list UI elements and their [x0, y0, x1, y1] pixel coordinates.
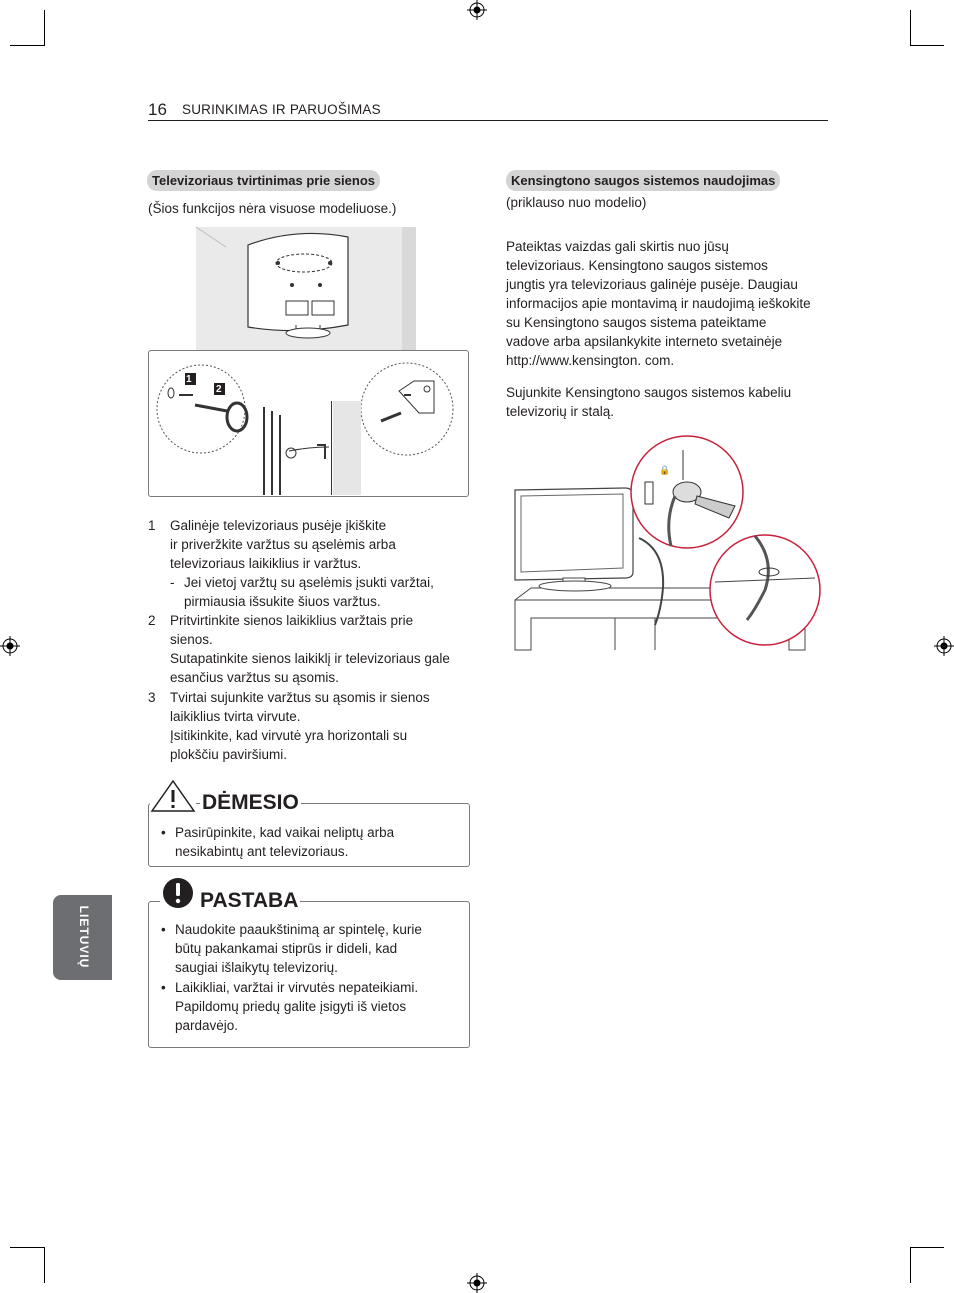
- step-line: Įsitikinkite, kad virvutė yra horizontali su: [170, 728, 408, 743]
- step-line: sienos.: [170, 632, 213, 647]
- page-header-title: SURINKIMAS IR PARUOŠIMAS: [182, 102, 381, 117]
- para-line: Sujunkite Kensingtono saugos sistemos kabeliu: [506, 385, 792, 400]
- step-line: plokščiu paviršiumi.: [170, 747, 288, 762]
- para-line: televizoriaus. Kensingtono saugos sistemos: [506, 258, 768, 273]
- caution-bullet: [161, 823, 461, 863]
- registration-mark-icon: [0, 636, 20, 656]
- bullet-line: Pasirūpinkite, kad vaikai neliptų arba: [175, 825, 395, 840]
- step-line: esančius varžtus su ąsomis.: [170, 670, 339, 685]
- crop-mark: [910, 1247, 944, 1248]
- registration-mark-icon: [934, 636, 954, 656]
- para-line: Pateiktas vaizdas gali skirtis nuo jūsų: [506, 239, 729, 254]
- bullet-line: būtų pakankamai stiprūs ir dideli, kad: [175, 941, 398, 956]
- step-2: [148, 611, 478, 691]
- crop-mark: [44, 10, 45, 46]
- warning-triangle-icon: [150, 779, 196, 813]
- bullet-line: Papildomų priedų galite įsigyti iš vietos: [175, 999, 407, 1014]
- crop-mark: [10, 1247, 44, 1248]
- diagram-label-1: 1: [186, 374, 192, 385]
- step-1-sub: [170, 573, 480, 613]
- language-label: LIETUVIŲ: [77, 905, 91, 969]
- kensington-paragraph-2: [506, 383, 836, 421]
- kensington-lock-illustration: [515, 440, 821, 650]
- step-line: televizoriaus laikiklius ir varžtus.: [170, 556, 362, 571]
- note-title: PASTABA: [200, 889, 299, 912]
- wall-mount-note: (Šios funkcijos nėra visuose modeliuose.): [148, 201, 397, 216]
- tv-back-illustration: [196, 227, 416, 351]
- bullet-line: pardavėjo.: [175, 1018, 239, 1033]
- para-line: jungtis yra televizoriaus galinėje pusėje. Daugiau: [506, 277, 798, 292]
- caution-title: DĖMESIO: [202, 791, 299, 814]
- step-line: Pritvirtinkite sienos laikiklius varžtais prie: [170, 613, 414, 628]
- step-3: [148, 688, 478, 768]
- crop-mark: [44, 1247, 45, 1283]
- step-number: 2: [148, 613, 156, 628]
- kensington-note: (priklauso nuo modelio): [506, 195, 647, 210]
- step-line: ir priveržkite varžtus su ąselėmis arba: [170, 537, 396, 552]
- bullet-line: Laikikliai, varžtai ir virvutės nepateikiami.: [175, 980, 419, 995]
- para-line: televizorių ir stalą.: [506, 404, 615, 419]
- diagram-label-2: 2: [216, 384, 222, 395]
- header-divider: [148, 120, 828, 121]
- crop-mark: [910, 1247, 911, 1283]
- exclamation-circle-icon: [160, 876, 200, 912]
- step-number: 1: [148, 518, 156, 533]
- sub-bullet: -: [170, 575, 175, 590]
- page-number: 16: [148, 100, 167, 119]
- bullet-line: saugiai išlaikytų televizorių.: [175, 960, 338, 975]
- step-1: [148, 516, 478, 576]
- registration-mark-icon: [467, 1273, 487, 1293]
- bullet-dot: •: [161, 980, 166, 995]
- step-line: Tvirtai sujunkite varžtus su ąsomis ir sienos: [170, 690, 430, 705]
- note-bullet: [161, 978, 461, 1038]
- bullet-line: nesikabintų ant televizoriaus.: [175, 844, 349, 859]
- wall-attach-illustration: [149, 351, 467, 495]
- step-line: Sutapatinkite sienos laikiklį ir televizoriaus gale: [170, 651, 450, 666]
- kensington-paragraph-1: [506, 237, 836, 370]
- step-line: Jei vietoj varžtų su ąselėmis įsukti varžtai,: [184, 575, 434, 590]
- para-line: su Kensingtono saugos sistema pateiktame: [506, 315, 767, 330]
- step-line: pirmiausia išsukite šiuos varžtus.: [184, 594, 381, 609]
- crop-mark: [10, 45, 44, 46]
- section-title-kensington: Kensingtono saugos sistemos naudojimas: [506, 170, 780, 191]
- para-line: http://www.kensington. com.: [506, 353, 675, 368]
- step-line: Galinėje televizoriaus pusėje įkiškite: [170, 518, 387, 533]
- registration-mark-icon: [467, 0, 487, 20]
- crop-mark: [910, 45, 944, 46]
- bullet-dot: •: [161, 825, 166, 840]
- crop-mark: [910, 10, 911, 46]
- svg-text:🔒: 🔒: [659, 466, 671, 476]
- step-line: laikiklius tvirta virvute.: [170, 709, 301, 724]
- bullet-line: Naudokite paaukštinimą ar spintelę, kurie: [175, 922, 422, 937]
- note-bullet: [161, 920, 461, 980]
- para-line: informacijos apie montavimą ir naudojimą ieškokite: [506, 296, 811, 311]
- bullet-dot: •: [161, 922, 166, 937]
- step-number: 3: [148, 690, 156, 705]
- para-line: vadove arba apsilankykite interneto svetainėje: [506, 334, 783, 349]
- section-title-wall-mount: Televizoriaus tvirtinimas prie sienos: [147, 170, 380, 191]
